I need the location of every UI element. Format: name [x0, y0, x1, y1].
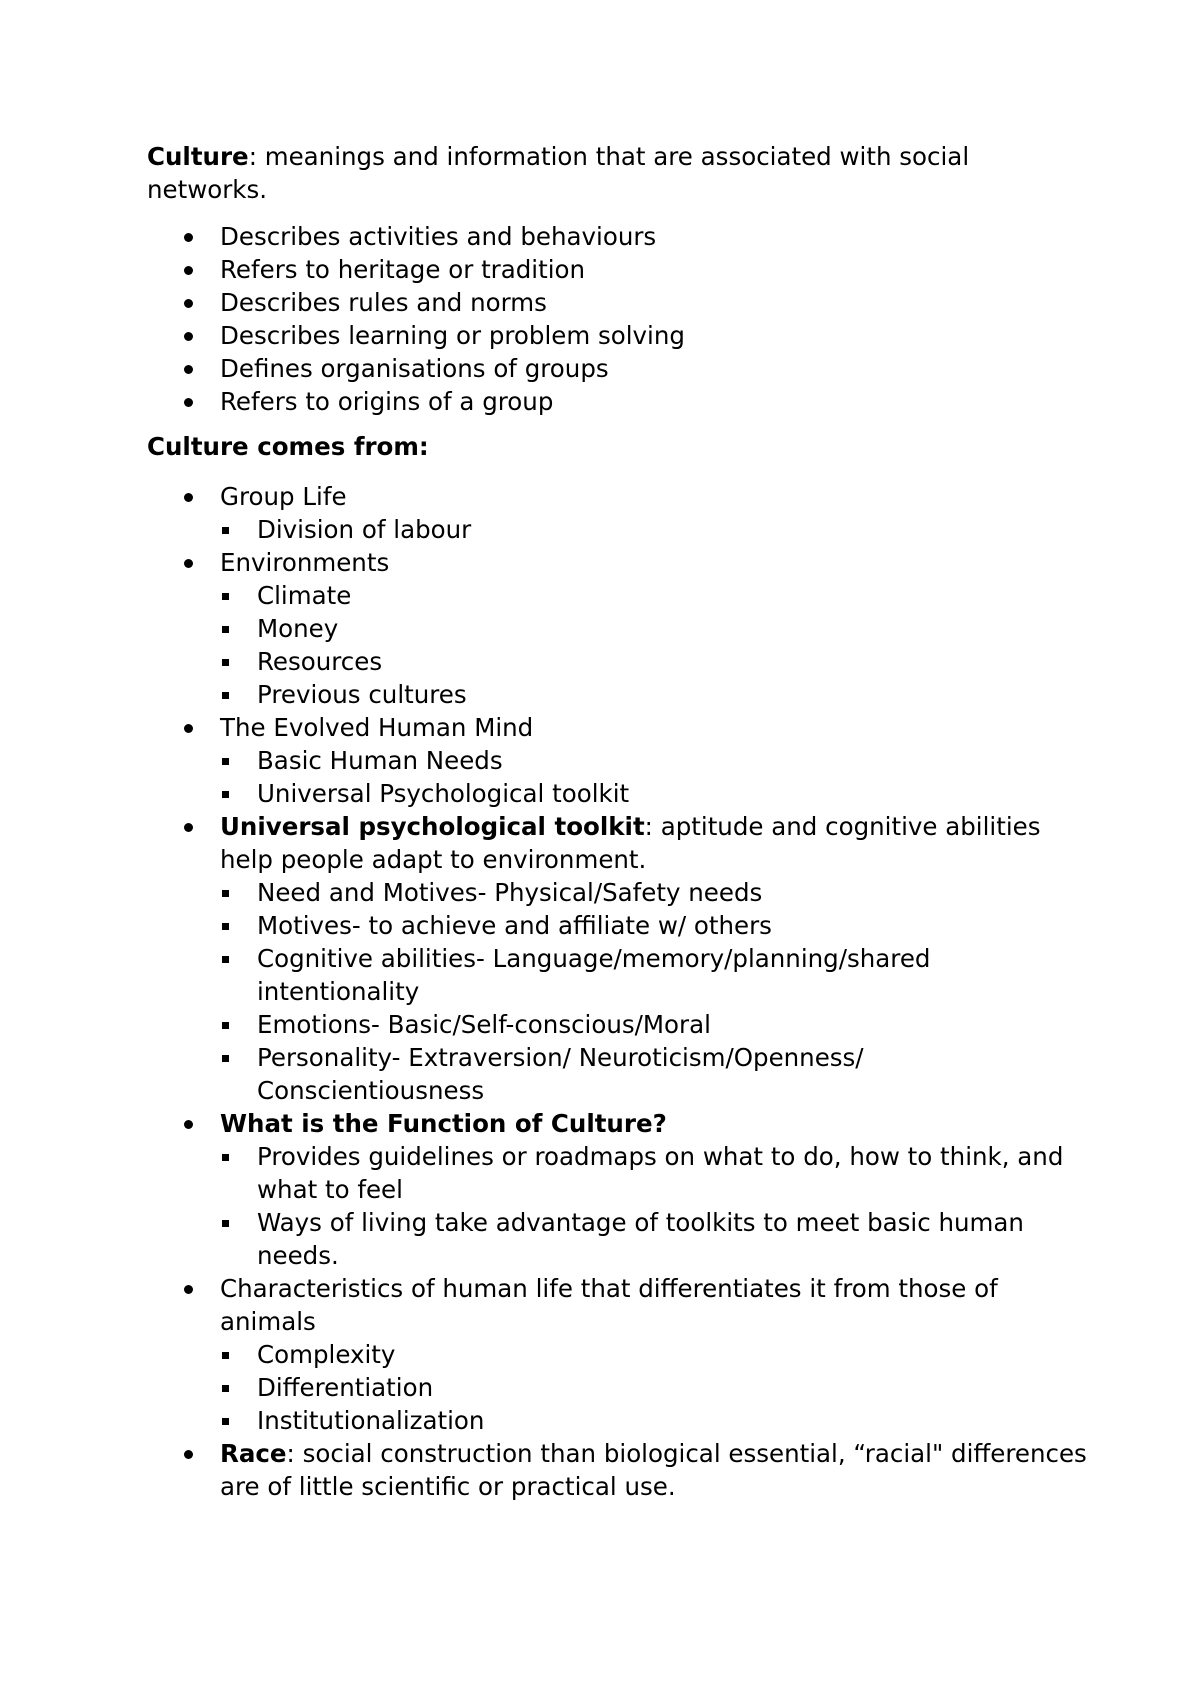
sub-list-item: [220, 678, 1087, 711]
list-item-text: Environments: [220, 548, 390, 577]
term-universal-psychological-toolkit: Universal psychological toolkit: [220, 812, 645, 841]
bullet-icon: [184, 493, 193, 502]
bullet-icon: [184, 365, 193, 374]
square-bullet-icon: [222, 626, 229, 633]
square-bullet-icon: [222, 1352, 229, 1359]
sub-list-item-text: Institutionalization: [257, 1406, 485, 1435]
square-bullet-icon: [222, 1055, 229, 1062]
sub-list-item: [220, 1140, 1087, 1206]
square-bullet-icon: [222, 593, 229, 600]
sub-list-item: [220, 744, 1087, 777]
square-bullet-icon: [222, 956, 229, 963]
sub-list-item: [220, 876, 1087, 909]
sub-list-item-text: Provides guidelines or roadmaps on what to do, how to think, and what to feel: [257, 1142, 1064, 1204]
bullet-icon: [184, 233, 193, 242]
list-item-text: Describes activities and behaviours: [220, 222, 657, 251]
bullet-icon: [184, 559, 193, 568]
bullet-icon: [184, 398, 193, 407]
sub-list-item-text: Differentiation: [257, 1373, 434, 1402]
list-item-text: Describes rules and norms: [220, 288, 547, 317]
sub-list-item: [220, 513, 1087, 546]
sub-list-item: [220, 1371, 1087, 1404]
list-item: [147, 385, 1087, 418]
sub-list-item-text: Division of labour: [257, 515, 472, 544]
term-race: Race: [220, 1439, 287, 1468]
bullet-icon: [184, 299, 193, 308]
list-item-text: Describes learning or problem solving: [220, 321, 685, 350]
square-bullet-icon: [222, 1154, 229, 1161]
list-item: [147, 220, 1087, 253]
list-item-text: Group Life: [220, 482, 347, 511]
list-item-text: Defines organisations of groups: [220, 354, 609, 383]
sub-list-item-text: Motives- to achieve and affiliate w/ others: [257, 911, 772, 940]
section-heading: Culture comes from:: [147, 432, 429, 461]
bullet-icon: [184, 1450, 193, 1459]
list-item: [147, 480, 1087, 546]
list-item-text: : aptitude and cognitive abilities help people adapt to environment.: [220, 812, 1041, 874]
sub-list-item-text: Universal Psychological toolkit: [257, 779, 630, 808]
list-item: [147, 546, 1087, 711]
sub-list-item: [220, 942, 1087, 1008]
culture-descriptions-list: [147, 220, 1087, 418]
sub-list: [220, 744, 1087, 810]
square-bullet-icon: [222, 890, 229, 897]
bullet-icon: [184, 266, 193, 275]
sub-list: [220, 513, 1087, 546]
square-bullet-icon: [222, 1220, 229, 1227]
sub-list-item: [220, 1008, 1087, 1041]
sub-list-item-text: Complexity: [257, 1340, 396, 1369]
sub-list-item: [220, 1041, 1087, 1107]
sub-list-item-text: Ways of living take advantage of toolkits to meet basic human needs.: [257, 1208, 1024, 1270]
list-item: [147, 711, 1087, 810]
bullet-icon: [184, 1285, 193, 1294]
sub-list: [220, 1338, 1087, 1437]
bullet-icon: [184, 1120, 193, 1129]
sub-list-item-text: Climate: [257, 581, 352, 610]
list-item: [147, 1437, 1087, 1503]
sub-list-item: [220, 579, 1087, 612]
sub-list-item-text: Basic Human Needs: [257, 746, 503, 775]
list-item: [147, 286, 1087, 319]
sub-list-item: [220, 909, 1087, 942]
sub-list-item-text: Emotions- Basic/Self-conscious/Moral: [257, 1010, 711, 1039]
square-bullet-icon: [222, 1385, 229, 1392]
list-item-text: Refers to heritage or tradition: [220, 255, 586, 284]
document-page: [147, 140, 1087, 1503]
sub-list-item: [220, 1338, 1087, 1371]
sub-list-item: [220, 612, 1087, 645]
sub-list-item: [220, 1404, 1087, 1437]
list-item-text: The Evolved Human Mind: [220, 713, 534, 742]
sub-list-item-text: Cognitive abilities- Language/memory/planning/shared intentionality: [257, 944, 931, 1006]
sub-list-item-text: Resources: [257, 647, 383, 676]
bullet-icon: [184, 332, 193, 341]
sub-list-item-text: Previous cultures: [257, 680, 467, 709]
list-item: [147, 1107, 1087, 1272]
sub-list-item-text: Need and Motives- Physical/Safety needs: [257, 878, 763, 907]
sub-list: [220, 1140, 1087, 1272]
list-item-text: Refers to origins of a group: [220, 387, 554, 416]
sub-list-item-text: Personality- Extraversion/ Neuroticism/Openness/ Conscientiousness: [257, 1043, 864, 1105]
square-bullet-icon: [222, 1418, 229, 1425]
list-item: [147, 352, 1087, 385]
term-function-of-culture: What is the Function of Culture?: [220, 1109, 667, 1138]
list-item: [147, 253, 1087, 286]
bullet-icon: [184, 823, 193, 832]
bullet-icon: [184, 724, 193, 733]
square-bullet-icon: [222, 758, 229, 765]
term-culture: Culture: [147, 142, 249, 171]
square-bullet-icon: [222, 923, 229, 930]
list-item: [147, 810, 1087, 1107]
list-item-text: : social construction than biological essential, “racial" differences are of little scientific or practical use.: [220, 1439, 1087, 1501]
square-bullet-icon: [222, 791, 229, 798]
list-item-text: Characteristics of human life that differentiates it from those of animals: [220, 1274, 998, 1336]
square-bullet-icon: [222, 692, 229, 699]
sub-list: [220, 876, 1087, 1107]
culture-definition-text: : meanings and information that are associated with social networks.: [147, 142, 970, 204]
square-bullet-icon: [222, 1022, 229, 1029]
list-item: [147, 319, 1087, 352]
culture-definition: [147, 140, 1087, 206]
square-bullet-icon: [222, 659, 229, 666]
sub-list-item-text: Money: [257, 614, 339, 643]
sub-list-item: [220, 777, 1087, 810]
sub-list-item: [220, 645, 1087, 678]
square-bullet-icon: [222, 527, 229, 534]
sub-list: [220, 579, 1087, 711]
sub-list-item: [220, 1206, 1087, 1272]
culture-sources-list: [147, 480, 1087, 1503]
list-item: [147, 1272, 1087, 1437]
